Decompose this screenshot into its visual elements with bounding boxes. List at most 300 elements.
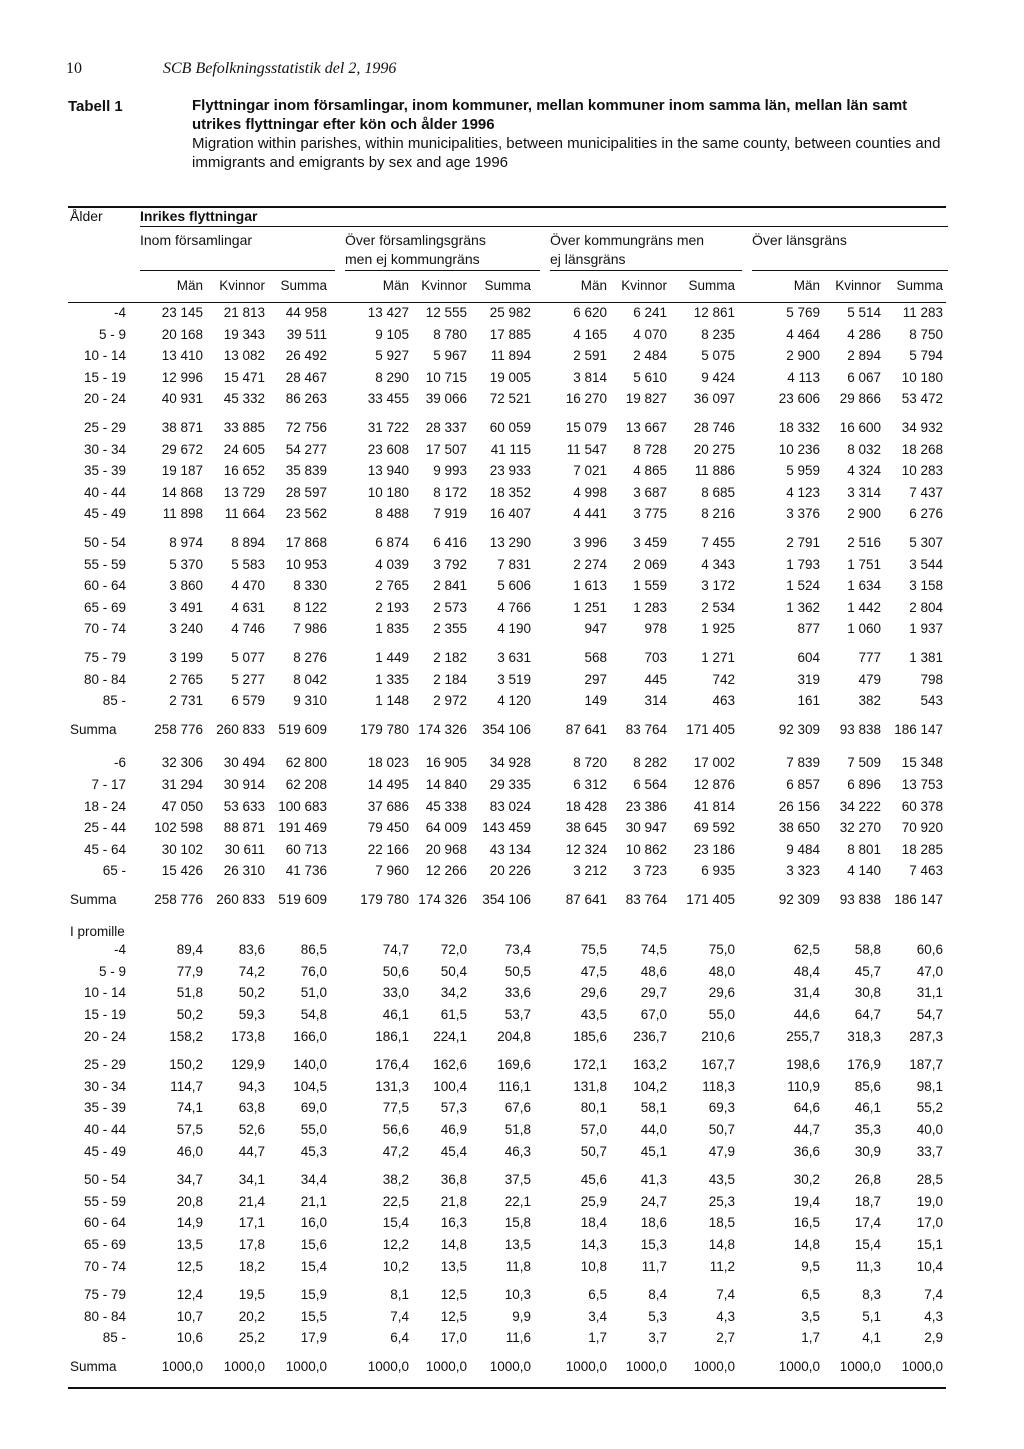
cell-value: 18 332 xyxy=(778,420,820,435)
cell-value: 7 839 xyxy=(786,755,820,770)
cell-value: 23 608 xyxy=(367,442,409,457)
group-over-parish-border-line1: Över församlingsgräns xyxy=(345,232,486,248)
cell-value: 45,4 xyxy=(440,1144,467,1159)
cell-value: 4 120 xyxy=(497,693,531,708)
cell-value: 102 598 xyxy=(154,820,203,835)
cell-value: 35 839 xyxy=(285,463,327,478)
cell-value: 18,6 xyxy=(640,1215,667,1230)
cell-value: 2 900 xyxy=(786,348,820,363)
table-row xyxy=(68,578,948,598)
cell-value: 4 746 xyxy=(231,621,265,636)
cell-value: 10,8 xyxy=(580,1259,607,1274)
caption-swedish: Flyttningar inom församlingar, inom kommuner, mellan kommuner inom samma län, mellan län samt utrikes flyttningar efter kön och ålder 1996 xyxy=(192,97,908,133)
cell-value: 7,4 xyxy=(716,1287,735,1302)
cell-value: 36,8 xyxy=(440,1172,467,1187)
cell-value: 45,6 xyxy=(580,1172,607,1187)
cell-value: 2 355 xyxy=(433,621,467,636)
cell-value: 210,6 xyxy=(701,1029,735,1044)
cell-value: 4 631 xyxy=(231,600,265,615)
cell-value: 11 898 xyxy=(162,506,203,521)
cell-value: 18 268 xyxy=(901,442,943,457)
cell-value: 4 464 xyxy=(786,327,820,342)
cell-value: 143 459 xyxy=(482,820,531,835)
cell-value: 58,8 xyxy=(854,942,881,957)
cell-value: 7 509 xyxy=(847,755,881,770)
cell-value: 86 263 xyxy=(285,391,327,406)
cell-value: 8 216 xyxy=(701,506,735,521)
page-number: 10 xyxy=(66,60,82,77)
cell-value: 6 312 xyxy=(573,777,607,792)
cell-value: 64 009 xyxy=(425,820,467,835)
cell-value: 8 750 xyxy=(909,327,943,342)
cell-value: 1 449 xyxy=(375,650,409,665)
cell-value: 28 597 xyxy=(285,485,327,500)
cell-value: 62 208 xyxy=(285,777,327,792)
cell-value: 35,3 xyxy=(854,1122,881,1137)
cell-value: 9,5 xyxy=(801,1259,820,1274)
row-label: -4 xyxy=(113,305,126,320)
table-row xyxy=(68,506,948,526)
cell-value: 5 610 xyxy=(633,370,667,385)
cell-value: 32 306 xyxy=(161,755,203,770)
table-row xyxy=(68,391,948,411)
cell-value: 6 416 xyxy=(433,535,467,550)
cell-value: 6 935 xyxy=(701,863,735,878)
cell-value: 38,2 xyxy=(382,1172,409,1187)
cell-value: 24,7 xyxy=(640,1194,667,1209)
cell-value: 1 559 xyxy=(633,578,667,593)
cell-value: 33,6 xyxy=(504,985,531,1000)
row-label: 25 - 29 xyxy=(83,420,126,435)
cell-value: 8 032 xyxy=(847,442,881,457)
cell-value: 29,6 xyxy=(708,985,735,1000)
table-row xyxy=(68,1172,948,1192)
cell-value: 1 524 xyxy=(786,578,820,593)
cell-value: 51,8 xyxy=(176,985,203,1000)
cell-value: 167,7 xyxy=(701,1057,735,1072)
cell-value: 7 463 xyxy=(909,863,943,878)
table-row xyxy=(68,485,948,505)
table-row xyxy=(68,1237,948,1257)
cell-value: 14,8 xyxy=(793,1237,820,1252)
cell-value: 46,3 xyxy=(504,1144,531,1159)
cell-value: 3 491 xyxy=(169,600,203,615)
cell-value: 13 729 xyxy=(223,485,265,500)
row-label: 55 - 59 xyxy=(83,1194,126,1209)
cell-value: 15,6 xyxy=(300,1237,327,1252)
cell-value: 31 722 xyxy=(367,420,409,435)
cell-value: 8 488 xyxy=(375,506,409,521)
cell-value: 46,1 xyxy=(382,1007,409,1022)
cell-value: 149 xyxy=(584,693,607,708)
table-row xyxy=(68,942,948,962)
table-row xyxy=(68,1309,948,1329)
cell-value: 236,7 xyxy=(633,1029,667,1044)
cell-value: 158,2 xyxy=(169,1029,203,1044)
cell-value: 53,7 xyxy=(504,1007,531,1022)
cell-value: 25,2 xyxy=(238,1330,265,1345)
cell-value: 2 534 xyxy=(701,600,735,615)
cell-value: 10,3 xyxy=(504,1287,531,1302)
row-label: 10 - 14 xyxy=(83,348,126,363)
cell-value: 10,7 xyxy=(176,1309,203,1324)
cell-value: 10 180 xyxy=(367,485,409,500)
cell-value: 15,3 xyxy=(640,1237,667,1252)
domestic-migration-header: Inrikes flyttningar xyxy=(140,208,258,224)
cell-value: 26,8 xyxy=(854,1172,881,1187)
cell-value: 15,4 xyxy=(382,1215,409,1230)
cell-value: 3 687 xyxy=(633,485,667,500)
cell-value: 29,6 xyxy=(580,985,607,1000)
cell-value: 2 731 xyxy=(169,693,203,708)
cell-value: 2 804 xyxy=(909,600,943,615)
cell-value: 2 841 xyxy=(433,578,467,593)
cell-value: 54,8 xyxy=(300,1007,327,1022)
group-over-parish-border-line2: men ej kommungräns xyxy=(345,251,480,267)
row-label: 75 - 79 xyxy=(83,650,126,665)
cell-value: 150,2 xyxy=(169,1057,203,1072)
cell-value: 297 xyxy=(584,672,607,687)
cell-value: 45 332 xyxy=(223,391,265,406)
table-row xyxy=(68,1029,948,1049)
cell-value: 1000,0 xyxy=(285,1359,327,1374)
cell-value: 13 410 xyxy=(161,348,203,363)
cell-value: 30 914 xyxy=(223,777,265,792)
cell-value: 100 683 xyxy=(278,799,327,814)
cell-value: 7 021 xyxy=(573,463,607,478)
cell-value: 50,2 xyxy=(238,985,265,1000)
cell-value: 7,4 xyxy=(924,1287,943,1302)
cell-value: 45,3 xyxy=(300,1144,327,1159)
cell-value: 34 928 xyxy=(489,755,531,770)
cell-value: 30 611 xyxy=(224,842,265,857)
cell-value: 15,5 xyxy=(300,1309,327,1324)
cell-value: 37 686 xyxy=(367,799,409,814)
cell-value: 2 765 xyxy=(169,672,203,687)
cell-value: 798 xyxy=(920,672,943,687)
cell-value: 62 800 xyxy=(285,755,327,770)
cell-value: 5,3 xyxy=(648,1309,667,1324)
cell-value: 58,1 xyxy=(640,1100,667,1115)
table-row xyxy=(68,1287,948,1307)
cell-value: 2 182 xyxy=(433,650,467,665)
cell-value: 8 974 xyxy=(169,535,203,550)
cell-value: 179 780 xyxy=(360,892,409,907)
table-row xyxy=(68,777,948,797)
cell-value: 1 362 xyxy=(786,600,820,615)
cell-value: 3 814 xyxy=(573,370,607,385)
table-row xyxy=(68,1122,948,1142)
cell-value: 61,5 xyxy=(440,1007,467,1022)
cell-value: 3 240 xyxy=(169,621,203,636)
row-label: Summa xyxy=(70,722,117,737)
cell-value: 29 866 xyxy=(839,391,881,406)
table-row xyxy=(68,621,948,641)
cell-value: 21,4 xyxy=(238,1194,265,1209)
cell-value: 11,6 xyxy=(505,1330,531,1345)
cell-value: 62,5 xyxy=(793,942,820,957)
cell-value: 12 861 xyxy=(693,305,735,320)
row-label: 60 - 64 xyxy=(83,578,126,593)
row-label: 75 - 79 xyxy=(83,1287,126,1302)
cell-value: 50,2 xyxy=(176,1007,203,1022)
cell-value: 100,4 xyxy=(433,1079,467,1094)
cell-value: 93 838 xyxy=(839,892,881,907)
cell-value: 519 609 xyxy=(278,892,327,907)
cell-value: 59,3 xyxy=(238,1007,265,1022)
cell-value: 52,6 xyxy=(238,1122,265,1137)
cell-value: 47,2 xyxy=(382,1144,409,1159)
cell-value: 354 106 xyxy=(482,722,531,737)
row-label: 5 - 9 xyxy=(98,964,126,979)
cell-value: 8 042 xyxy=(293,672,327,687)
cell-value: 185,6 xyxy=(573,1029,607,1044)
cell-value: 30 494 xyxy=(223,755,265,770)
cell-value: 22,1 xyxy=(504,1194,531,1209)
cell-value: 36,6 xyxy=(793,1144,820,1159)
cell-value: 12,5 xyxy=(176,1259,203,1274)
cell-value: 1,7 xyxy=(801,1330,820,1345)
cell-value: 9 484 xyxy=(786,842,820,857)
cell-value: 5 927 xyxy=(375,348,409,363)
cell-value: 86,5 xyxy=(300,942,327,957)
cell-value: 1000,0 xyxy=(693,1359,735,1374)
cell-value: 19,4 xyxy=(793,1194,820,1209)
cell-value: 8 894 xyxy=(231,535,265,550)
cell-value: 4,3 xyxy=(716,1309,735,1324)
table-row xyxy=(68,535,948,555)
table-row xyxy=(68,1079,948,1099)
cell-value: 604 xyxy=(797,650,820,665)
cell-value: 87 641 xyxy=(565,892,607,907)
cell-value: 92 309 xyxy=(778,892,820,907)
cell-value: 742 xyxy=(712,672,735,687)
cell-value: 703 xyxy=(644,650,667,665)
row-label: 40 - 44 xyxy=(83,1122,126,1137)
cell-value: 4 039 xyxy=(375,557,409,572)
cell-value: 23 562 xyxy=(285,506,327,521)
table-label: Tabell 1 xyxy=(68,98,123,115)
cell-value: 6,4 xyxy=(390,1330,409,1345)
cell-value: 17,0 xyxy=(916,1215,943,1230)
cell-value: 2,7 xyxy=(716,1330,735,1345)
cell-value: 47,0 xyxy=(916,964,943,979)
cell-value: 17 507 xyxy=(425,442,467,457)
table-row xyxy=(68,442,948,462)
cell-value: 30 947 xyxy=(625,820,667,835)
cell-value: 47 050 xyxy=(161,799,203,814)
group-underline-4 xyxy=(752,270,948,271)
cell-value: 166,0 xyxy=(293,1029,327,1044)
cell-value: 287,3 xyxy=(909,1029,943,1044)
cell-value: 6 067 xyxy=(847,370,881,385)
cell-value: 16 600 xyxy=(839,420,881,435)
cell-value: 7 986 xyxy=(293,621,327,636)
cell-value: 38 650 xyxy=(778,820,820,835)
row-label: 35 - 39 xyxy=(83,463,126,478)
row-label: 18 - 24 xyxy=(83,799,126,814)
cell-value: 318,3 xyxy=(847,1029,881,1044)
table-row xyxy=(68,420,948,440)
cell-value: 174 326 xyxy=(418,892,467,907)
table-row xyxy=(68,863,948,883)
subcolumn-header: Kvinnor xyxy=(835,278,881,293)
cell-value: 88 871 xyxy=(223,820,265,835)
cell-value: 17,9 xyxy=(300,1330,327,1345)
cell-value: 12 996 xyxy=(161,370,203,385)
cell-value: 15,4 xyxy=(854,1237,881,1252)
cell-value: 176,4 xyxy=(375,1057,409,1072)
cell-value: 12,5 xyxy=(440,1287,467,1302)
cell-value: 26 310 xyxy=(223,863,265,878)
cell-value: 1 793 xyxy=(786,557,820,572)
cell-value: 8,4 xyxy=(648,1287,667,1302)
cell-value: 24 605 xyxy=(223,442,265,457)
row-label: 15 - 19 xyxy=(83,370,126,385)
table-row xyxy=(68,842,948,862)
cell-value: 16 905 xyxy=(425,755,467,770)
cell-value: 1000,0 xyxy=(425,1359,467,1374)
cell-value: 131,8 xyxy=(573,1079,607,1094)
cell-value: 40 931 xyxy=(161,391,203,406)
cell-value: 258 776 xyxy=(154,892,203,907)
cell-value: 3 314 xyxy=(847,485,881,500)
cell-value: 23 145 xyxy=(161,305,203,320)
cell-value: 47,9 xyxy=(708,1144,735,1159)
cell-value: 2 484 xyxy=(633,348,667,363)
cell-value: 34 932 xyxy=(901,420,943,435)
cell-value: 568 xyxy=(584,650,607,665)
row-label: 80 - 84 xyxy=(83,672,126,687)
cell-value: 15,8 xyxy=(504,1215,531,1230)
cell-value: 17,8 xyxy=(238,1237,265,1252)
cell-value: 33,7 xyxy=(916,1144,943,1159)
cell-value: 54,7 xyxy=(916,1007,943,1022)
cell-value: 260 833 xyxy=(216,892,265,907)
table-row xyxy=(68,327,948,347)
cell-value: 18 428 xyxy=(565,799,607,814)
cell-value: 173,8 xyxy=(231,1029,265,1044)
row-label: 55 - 59 xyxy=(83,557,126,572)
cell-value: 38 871 xyxy=(161,420,203,435)
cell-value: 187,7 xyxy=(909,1057,943,1072)
row-label: 45 - 49 xyxy=(83,1144,126,1159)
cell-value: 8 290 xyxy=(375,370,409,385)
cell-value: 1 442 xyxy=(847,600,881,615)
cell-value: 11,7 xyxy=(641,1259,667,1274)
cell-value: 3 792 xyxy=(433,557,467,572)
row-label: Summa xyxy=(70,1359,117,1374)
cell-value: 13 427 xyxy=(367,305,409,320)
cell-value: 92 309 xyxy=(778,722,820,737)
cell-value: 26 492 xyxy=(285,348,327,363)
cell-value: 15 471 xyxy=(223,370,265,385)
cell-value: 8 801 xyxy=(847,842,881,857)
cell-value: 114,7 xyxy=(170,1079,203,1094)
cell-value: 2,9 xyxy=(924,1330,943,1345)
cell-value: 12,4 xyxy=(176,1287,203,1302)
subcolumn-header: Kvinnor xyxy=(621,278,667,293)
cell-value: 18 352 xyxy=(489,485,531,500)
row-label: 65 - 69 xyxy=(83,1237,126,1252)
cell-value: 354 106 xyxy=(482,892,531,907)
cell-value: 140,0 xyxy=(293,1057,327,1072)
cell-value: 445 xyxy=(644,672,667,687)
cell-value: 8 172 xyxy=(433,485,467,500)
cell-value: 7 831 xyxy=(497,557,531,572)
cell-value: 161 xyxy=(797,693,820,708)
cell-value: 54 277 xyxy=(285,442,327,457)
cell-value: 171 405 xyxy=(686,892,735,907)
cell-value: 28 467 xyxy=(285,370,327,385)
cell-value: 258 776 xyxy=(154,722,203,737)
cell-value: 10 283 xyxy=(901,463,943,478)
cell-value: 6 276 xyxy=(909,506,943,521)
subcolumn-header: Kvinnor xyxy=(421,278,467,293)
cell-value: 7 437 xyxy=(909,485,943,500)
cell-value: 64,6 xyxy=(793,1100,820,1115)
cell-value: 30,2 xyxy=(793,1172,820,1187)
cell-value: 76,0 xyxy=(300,964,327,979)
cell-value: 4 470 xyxy=(231,578,265,593)
cell-value: 162,6 xyxy=(433,1057,467,1072)
cell-value: 11 664 xyxy=(224,506,265,521)
cell-value: 4 165 xyxy=(573,327,607,342)
cell-value: 1000,0 xyxy=(161,1359,203,1374)
cell-value: 89,4 xyxy=(176,942,203,957)
cell-value: 1,7 xyxy=(588,1330,607,1345)
cell-value: 34,4 xyxy=(300,1172,327,1187)
cell-value: 8 780 xyxy=(433,327,467,342)
cell-value: 12,5 xyxy=(440,1309,467,1324)
cell-value: 14,8 xyxy=(708,1237,735,1252)
cell-value: 60 378 xyxy=(901,799,943,814)
cell-value: 77,5 xyxy=(382,1100,409,1115)
cell-value: 9 993 xyxy=(433,463,467,478)
cell-value: 6,5 xyxy=(801,1287,820,1302)
cell-value: 25,3 xyxy=(708,1194,735,1209)
cell-value: 6 241 xyxy=(633,305,667,320)
cell-value: 8 282 xyxy=(633,755,667,770)
cell-value: 11,2 xyxy=(709,1259,735,1274)
row-label: 40 - 44 xyxy=(83,485,126,500)
cell-value: 41 736 xyxy=(285,863,327,878)
cell-value: 21,8 xyxy=(440,1194,467,1209)
cell-value: 13 082 xyxy=(223,348,265,363)
cell-value: 20,8 xyxy=(176,1194,203,1209)
cell-value: 12 555 xyxy=(425,305,467,320)
table-row xyxy=(68,557,948,577)
cell-value: 198,6 xyxy=(786,1057,820,1072)
cell-value: 50,7 xyxy=(708,1122,735,1137)
cell-value: 2 765 xyxy=(375,578,409,593)
row-label: 65 - 69 xyxy=(83,600,126,615)
cell-value: 8 685 xyxy=(701,485,735,500)
row-label: 50 - 54 xyxy=(83,1172,126,1187)
cell-value: 23 386 xyxy=(625,799,667,814)
row-label: 45 - 49 xyxy=(83,506,126,521)
cell-value: 37,5 xyxy=(504,1172,531,1187)
cell-value: 116,1 xyxy=(498,1079,531,1094)
cell-value: 204,8 xyxy=(497,1029,531,1044)
cell-value: 31,4 xyxy=(793,985,820,1000)
cell-value: 17,0 xyxy=(440,1330,467,1345)
cell-value: 34,1 xyxy=(238,1172,265,1187)
cell-value: 169,6 xyxy=(497,1057,531,1072)
cell-value: 43,5 xyxy=(580,1007,607,1022)
table-row xyxy=(68,600,948,620)
cell-value: 33 885 xyxy=(223,420,265,435)
